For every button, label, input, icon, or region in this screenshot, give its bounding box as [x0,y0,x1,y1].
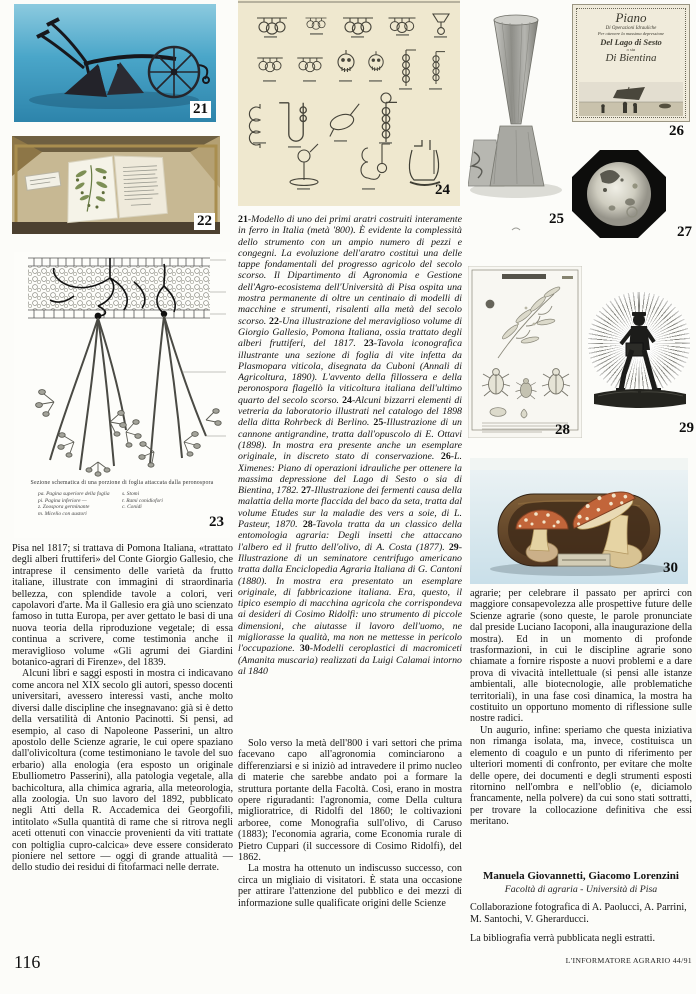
caption-text: -Modello di uno dei primi aratri costruiti interamente in ferro in Italia (metà '800). È evidente la complessità dello strumento con un ampio numero di pezzi e congegni. La evoluzione dell'aratro costituì una delle tappe fondamentali del progresso agricolo del secolo scorso. Il Dipartimento di Agronomia e Gestione dell'Agro-ecosistema dell'Università di Pisa ospita una mostra permanente di oltre un centinaio di modelli di macchine e strumenti, risalenti alla metà del secolo scorso. [238,214,462,327]
caption-text: -Modelli ceroplastici di macromiceti (Amanita muscaria) realizzati da Luigi Calamai intorno al 1840 [238,643,462,677]
figure-28-olive-insects-plate [468,266,586,444]
right-column-text [470,588,692,868]
note-paragraph: Collaborazione fotografica di A. Paolucci, A. Parrini, M. Santochi, V. Gherarducci. [470,902,687,925]
hail-cannon-illustration [468,4,568,240]
figure-27-microscope-view [572,150,694,242]
caption-number: 29 [448,541,459,553]
figure-21-iron-plough-photo [14,4,216,122]
paragraph: Solo verso la metà dell'800 i vari settori che prima facevano capo all'agronomia cominciarono a differenziarsi e si iniziò ad intravedere il primo nucleo di materie che sarebbe andato poi a formare la struttura portante della Facoltà. Così, erano in mostra opere riguradanti: l'agronomia, come Della cultura miglioratrice, di Ridolfi del 1860; le coltivazioni arboree, come Monografia sull'olivo, di Caruso (1883); l'economia agraria, come Economia rurale di Pietro Cuppari (il successore di Cosimo Ridolfi), del 1862. [238,738,462,864]
caption-text: -Tavola iconografica illustrante una sezione di foglia di vite infetta da Plasmopara viticola, disegnata da Cuboni (Annali di Agricoltura, 1890). L'avvento della fillossera e della peronospora flagellò la viticoltura italiana dell'ultimo quarto del secolo scorso. [238,338,462,406]
figure-30-wax-mushrooms-photo [470,458,688,584]
figure-23-caption: Sezione schematica di una porzione di foglia attaccata dalla peronospora [30,480,214,486]
book-cover-frame [572,4,690,122]
caption-text: -L. Ximenes: Piano di operazioni idrauliche per ottenere la massima depressione del Lago di Sesto o sia di Bientina, 1782. [238,451,462,497]
legend-item: r. Rami conidiofori [122,497,163,504]
caption-number: 25 [373,417,384,429]
figure-22-herbarium-case-photo [12,136,220,234]
figure-23-number: 23 [209,514,224,530]
paragraph: Alcuni libri e saggi esposti in mostra ci indicavano come ancora nel XIX secolo gli autori, spesso docenti universitari, avessero interessi vasti, anche molto diversi dalle discipline che insegnavano: già si è detto della versatilità di Antonio Pacinotti. Si pensi, ad esempio, al caso di Napoleone Passerini, un altro apostolo delle Scienze agrarie, le cui opere spaziano dall'olivicoltura (come testimoniano le tavole del suo erbario) alla enologia (era esposto un originale Ebulliometro Passerini), alla patologia vegetale, alla bachicoltura, alla chimica agraria, alla meteorologia, alla zoologia. Un suo lavoro del 1892, pubblicato negli Atti della R. Accademica dei Georgofili, intitolato «Sulla quantità di rame che si ritrova negli aceti ottenuti con vinaccie provenienti da viti trattate con poltiglia cupro-calcica» deve essere considerato pioniere nel settore — oggi di grande attualità — dello studio dei residui di fitofarmaci nelle derrate. [12,668,233,874]
cover-title: Piano [615,10,647,25]
figure-29-number: 29 [679,420,694,436]
legend-item: s. Stomi [122,491,140,497]
paragraph: agrarie; per celebrare il passato per aprirci con maggiore consapevolezza alle prospettive future delle Scienze agrarie (sono queste, le parole pronunciate dal preside Luciano Iacoponi, alla inaugurazione della mostra). Ed in un momento di profonde trasformazioni, in cui le discipline agrarie sono chiamate a fornire risposte a nuovi problemi e a dare prova di vivacità intellettuale (si pensi alle istanze ambientali, alle biotecnologie, alle problematiche territoriali), in una fase così dinamica, la mostra ha costituito un opportuno momento di riflessione sulle nostre radici. [470,588,692,725]
note-paragraph: La bibliografia verrà pubblicata negli estratti. [470,933,655,944]
legend-item: m. Micelio con austori [38,510,87,517]
caption-number: 26 [440,451,451,463]
figure-29-seeder-man-engraving [586,288,696,440]
figure-22-number: 22 [194,213,215,230]
figure-25-number: 25 [549,211,564,227]
byline-affiliation: Facoltà di agraria - Università di Pisa [504,884,658,895]
figure-21-number: 21 [190,101,211,118]
figure-26-number: 26 [669,123,684,139]
byline: Manuela Giovannetti, Giacomo Lorenzini [483,870,679,882]
herbarium-illustration [12,136,220,234]
figure-28-number: 28 [555,422,570,438]
legend-item: pa. Pagina superiore della foglia [38,491,110,497]
paragraph: La mostra ha ottenuto un indiscusso successo, con circa un migliaio di visitatori. È stata una occasione per attirare l'attenzione del pubblico e dei mezzi di informazione sulle qualificate origini delle Scienze [238,863,462,909]
figure-24-glassware-plate [238,0,460,206]
captions-block [238,214,462,736]
cover-line-bientina: Di Bientina [605,52,657,64]
sower-silhouette [586,288,696,440]
caption-number: 27 [301,485,312,497]
entomology-plate-illustration [468,266,582,438]
caption-text: -Una illustrazione del meraviglioso volume di Giorgio Gallesio, Pomona Italiana, ossia trattato degli alberi fruttiferi, del 1817. [238,315,462,350]
cover-subtitle-1: Di Operazioni Idrauliche [605,26,657,31]
left-column-text [12,543,233,951]
leaf-section-drawing [14,252,230,478]
middle-column-text [238,738,462,950]
caption-number: 24 [342,394,352,406]
paragraph: Pisa nel 1817; si trattava di Pomona Italiana, «trattato degli alberi fruttiferi» del Conte Giorgio Gallesio, che intraprese il censimento delle varietà da frutto italiane, illustrate con immagini di straordinaria bellezza, con splendide tavole a colori, veri capolavori d'arte. Ma il Gallesio era già uno scienzato famoso in tutta Europa, per aver gettato le basi di una nuova teoria della riproduzione vegetale; di essa continua a scrivere, come testimonia anche il meraviglioso volume «Gli agrumi dei Giardini botanico-agrari di Firenze», del 1839. [12,543,233,669]
page-number: 116 [14,952,41,972]
legend-item: c. Conidi [122,504,142,511]
cover-line-lago: Del Lago di Sesto [600,37,662,47]
caption-text: -Tavola tratta da un classico della entomologia agraria: Degli insetti che attaccano l'albero ed il frutto dell'olivo, di A. Costa (1877). [238,519,462,553]
figure-30-number: 30 [663,560,678,576]
caption-text: -Illustrazione dei fermenti causa della malattia della morte flaccida del baco da seta, tratta dal volume Etudes sur la maladie des vers a soie, di L. Pasteur, 1870. [238,485,462,531]
caption-number: 23 [363,338,374,350]
figure-23-legend [14,491,230,517]
caption-number: 22 [269,315,279,327]
caption-text: -Illustrazione di un seminatore centrifugo americano tratta dalla Enciclopedia Agraria Italiana di G. Cantoni (1880). In mostra era presentato un esemplare originale, di fabbricazione italiana. Era, questo, il tipico esempio di macchina agricola che corrispondeva ai desideri di Cosimo Ridolfi: uno strumento di piccole dimensioni, che aiutasse il lavoro dell'uomo, ne migliorasse la qualità, ma non ne mettesse in pericolo l'occupazione. [238,541,462,655]
figure-27-number: 27 [677,224,692,240]
caption-number: 28 [302,519,313,531]
figure-25-hail-cannon-engraving [468,4,568,240]
legend-item: pi. Pagina inferiore — [38,497,87,504]
figure-23-peronospora-schematic [14,252,230,538]
cover-line-osia: o sia [626,47,636,52]
cover-engraving-scene [579,82,683,116]
credits-notes [470,902,692,950]
caption-number: 30 [299,643,310,655]
plough-illustration [14,4,216,122]
cover-subtitle-2: Per ottenere la massima depressione [597,31,665,36]
caption-text: -Alcuni bizzarri elementi di vetreria da laboratorio illustrati nel catalogo del 1898 della ditta Rohrbeck di Berlino. [238,394,462,429]
glassware-illustration [238,0,460,206]
paragraph: Un augurio, infine: speriamo che questa iniziativa non rimanga isolata, ma, invece, costituisca un elemento di coagulo e un punto di riferimento per ulteriori momenti di confronto, per evitare che molte delle opere, dei documenti e degli strumenti esposti ritornino nell'ombra e nell'oblio (e, diciamolo francamente, nella polvere) da cui sono stati sottratti, per trovare la collocazione definitiva che essi meritano. [470,724,692,828]
octagon-micrograph [572,150,666,238]
figure-26-book-cover [572,4,694,144]
figure-24-number: 24 [435,182,450,198]
legend-item: z. Zoospora germinante [38,504,90,511]
mushroom-models-illustration [470,458,688,584]
caption-number: 21 [238,214,248,225]
caption-text: -Illustrazione di un cannone antigrandine, tratta dall'opuscolo di E. Ottavi (1898). In mostra era presente anche un esemplare originale, in discreto stato di conservazione. [238,417,462,463]
journal-footer: L'INFORMATORE AGRARIO 44/91 [565,956,692,965]
